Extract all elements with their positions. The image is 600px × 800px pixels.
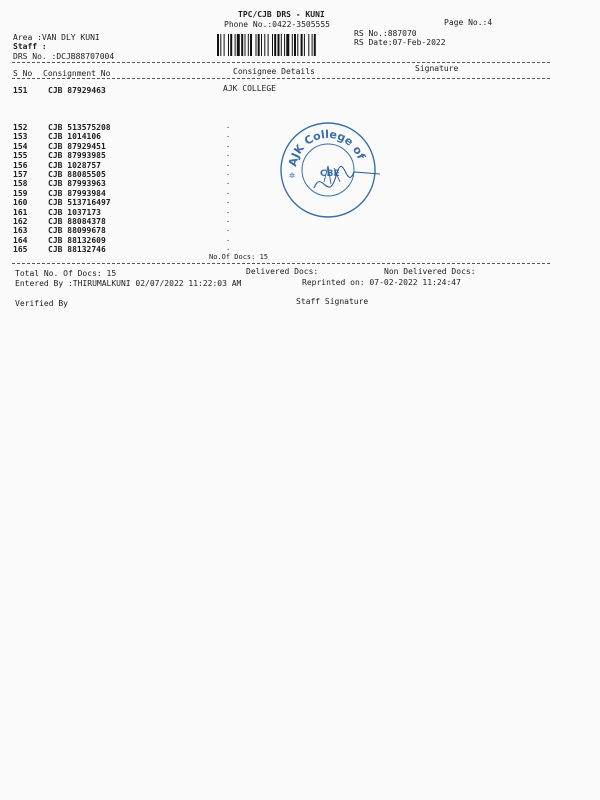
barcode-bar [308, 34, 309, 56]
row-consignment: CJB 513575208 [48, 123, 111, 132]
consignee-blank-mark: · [226, 124, 231, 132]
row-consignment: CJB 87993985 [48, 151, 106, 161]
barcode-bar [217, 34, 219, 56]
barcode-bar [268, 34, 269, 56]
staff-signature: Staff Signature [296, 297, 369, 306]
reprinted-on: Reprinted on: 07-02-2022 11:24:47 [302, 278, 461, 287]
col-header-sno: S No [13, 69, 33, 78]
row-consignment: CJB 87993984 [48, 188, 106, 198]
row-sno: 159 [13, 188, 28, 198]
delivered-docs: Delivered Docs: [246, 267, 319, 276]
barcode-bar [237, 34, 240, 56]
barcode-bar [292, 34, 293, 56]
row-sno: 164 [13, 235, 28, 245]
consignee-blank-mark: · [226, 236, 231, 245]
college-stamp [276, 118, 380, 222]
row-consignment: CJB 88084378 [48, 217, 106, 226]
divider-header [12, 78, 550, 79]
consignee-blank-mark: · [226, 142, 231, 151]
col-header-signature: Signature [415, 64, 459, 73]
barcode-bar [312, 34, 313, 56]
barcode-bar [228, 34, 229, 56]
barcode-bar [235, 34, 236, 56]
row-sno: 151 [13, 86, 28, 95]
row-sno: 162 [13, 217, 28, 226]
row-consignment: CJB 88132609 [48, 235, 106, 245]
divider-bottom [12, 263, 550, 264]
barcode [217, 34, 351, 56]
row-sno: 165 [13, 245, 28, 255]
row-sno: 153 [13, 132, 28, 142]
barcode-bar [245, 34, 246, 56]
stamp-place-text: CBE [320, 169, 340, 179]
row-sno: 156 [13, 160, 28, 170]
consignee-blank-mark: · [226, 152, 231, 161]
barcode-bar [278, 34, 280, 56]
row-consignment: CJB 1028757 [48, 160, 101, 170]
row-sno: 157 [13, 170, 28, 179]
row-sno: 152 [13, 123, 28, 132]
row-consignee: AJK COLLEGE [223, 84, 276, 93]
consignee-blank-mark: · [226, 227, 231, 236]
verified-by: Verified By [15, 299, 68, 308]
row-consignment: CJB 513716497 [48, 198, 111, 208]
staff-field: Staff : [13, 42, 47, 51]
consignee-blank-mark: · [226, 218, 231, 226]
row-consignment: CJB 88132746 [48, 245, 106, 255]
row-sno: 163 [13, 226, 28, 236]
rs-date: RS Date:07-Feb-2022 [354, 38, 446, 47]
barcode-bar [301, 34, 303, 56]
consignee-blank-mark: · [226, 180, 231, 189]
barcode-bar [241, 34, 243, 56]
row-sno: 154 [13, 141, 28, 151]
row-sno: 161 [13, 207, 28, 217]
row-consignment: CJB 87929451 [48, 141, 106, 151]
phone-number: Phone No.:0422-3505555 [224, 20, 330, 29]
consignee-blank-mark: · [226, 189, 231, 198]
consignee-blank-mark: · [226, 208, 231, 217]
barcode-bar [250, 34, 252, 56]
consignee-blank-mark: · [226, 199, 231, 208]
barcode-bar [294, 34, 296, 56]
consignee-blank-mark: · [226, 161, 231, 170]
barcode-bar [297, 34, 298, 56]
col-header-consignee: Consignee Details [233, 67, 315, 76]
barcode-bar [264, 34, 265, 56]
row-sno: 158 [13, 179, 28, 189]
consignee-blank-mark: · [226, 133, 231, 142]
barcode-bar [230, 34, 232, 56]
consignee-blank-mark: · [226, 246, 231, 255]
barcode-bar [224, 34, 225, 56]
row-consignment: CJB 1014106 [48, 132, 101, 142]
barcode-bar [261, 34, 262, 56]
non-delivered-docs: Non Delivered Docs: [384, 267, 476, 276]
barcode-bar [258, 34, 260, 56]
row-sno: 155 [13, 151, 28, 161]
total-docs: Total No. Of Docs: 15 [15, 269, 117, 278]
barcode-bar [256, 34, 257, 56]
stamp-star-icon: ✲ [289, 170, 296, 181]
row-consignment: CJB 88099678 [48, 226, 106, 236]
report-title: TPC/CJB DRS - KUNI [238, 10, 325, 19]
col-header-consignment: Consignment No [43, 69, 111, 78]
rs-number: RS No.:887070 [354, 29, 417, 38]
barcode-bar [281, 34, 282, 56]
barcode-bar [314, 34, 316, 56]
consignee-blank-mark: · [226, 171, 231, 179]
divider-top [12, 62, 550, 63]
row-sno: 160 [13, 198, 28, 208]
barcode-bar [284, 34, 285, 56]
stamp-college-text: AJK College of [286, 127, 368, 168]
row-consignment: CJB 1037173 [48, 207, 101, 217]
row-consignment: CJB 88085505 [48, 170, 106, 179]
barcode-bar [220, 34, 221, 56]
barcode-bar [274, 34, 276, 56]
barcode-bar [272, 34, 273, 56]
page-number: Page No.:4 [444, 18, 493, 27]
drs-number: DRS No. :DCJB88707004 [13, 52, 115, 61]
row-consignment: CJB 87993963 [48, 179, 106, 189]
barcode-bar [286, 34, 289, 56]
entered-by: Entered By :THIRUMALKUNI 02/07/2022 11:22:03 AM [15, 279, 242, 288]
row-consignment: CJB 87929463 [48, 86, 106, 95]
barcode-bar [304, 34, 305, 56]
barcode-bar [248, 34, 249, 56]
area-field: Area :VAN DLY KUNI [13, 33, 100, 42]
no-of-docs: No.Of Docs: 15 [209, 253, 269, 261]
